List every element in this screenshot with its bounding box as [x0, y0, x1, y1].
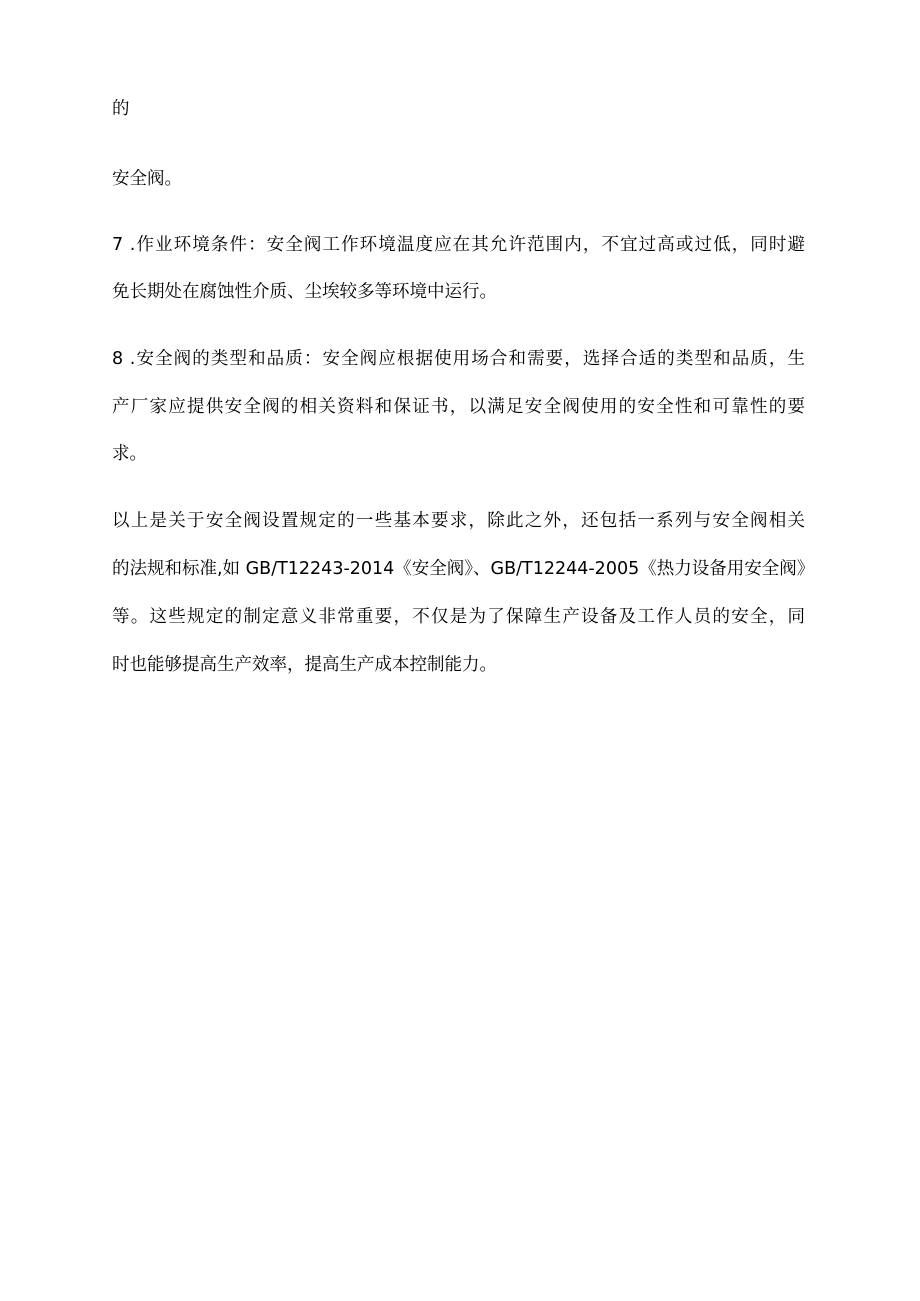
- item-7-line-2: 免长期处在腐蚀性介质、尘埃较多等环境中运行。: [112, 282, 497, 302]
- item-8-line-2: 产厂家应提供安全阀的相关资料和保证书，以满足安全阀使用的安全性和可靠性的要: [112, 397, 805, 417]
- text-line-fragment-de: 的: [112, 99, 130, 119]
- text-line-safety-valve-end: 安全阀。: [112, 169, 182, 189]
- summary-line-4: 时也能够提高生产效率，提高生产成本控制能力。: [112, 655, 497, 675]
- item-7-line-1: 7 .作业环境条件：安全阀工作环境温度应在其允许范围内，不宜过高或过低，同时避: [112, 235, 805, 255]
- summary-line-2: 的法规和标准,如 GB/T12243-2014《安全阀》、GB/T12244-2005《热力设备用安全阀》: [112, 559, 815, 579]
- item-8-line-3: 求。: [112, 444, 147, 464]
- summary-line-3: 等。这些规定的制定意义非常重要，不仅是为了保障生产设备及工作人员的安全，同: [112, 607, 805, 627]
- item-8-line-1: 8 .安全阀的类型和品质：安全阀应根据使用场合和需要，选择合适的类型和品质，生: [112, 349, 805, 369]
- summary-line-1: 以上是关于安全阀设置规定的一些基本要求，除此之外，还包括一系列与安全阀相关: [112, 511, 805, 531]
